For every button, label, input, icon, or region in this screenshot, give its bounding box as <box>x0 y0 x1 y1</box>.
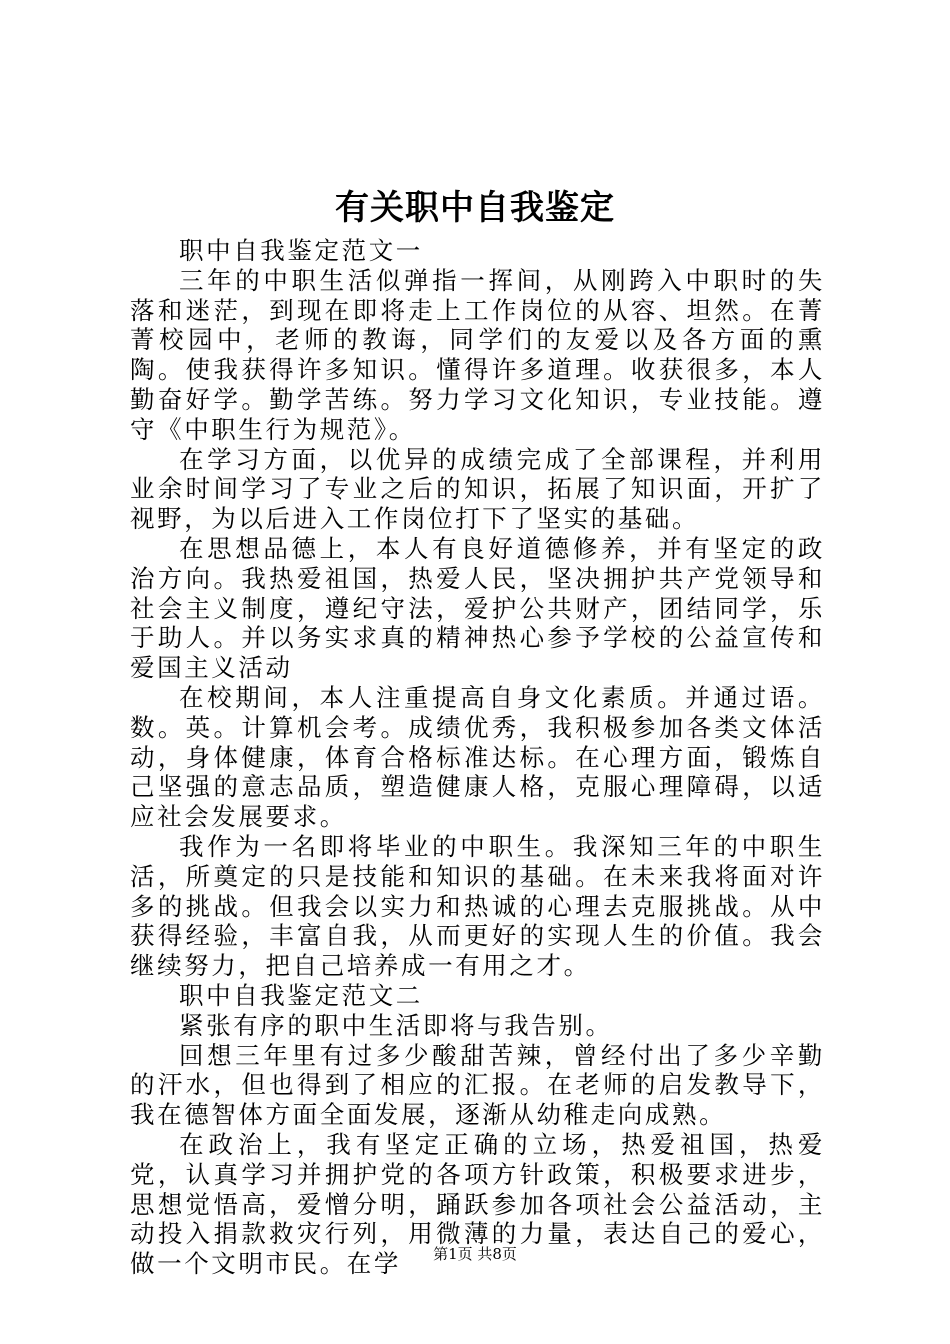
paragraph: 在学习方面，以优异的成绩完成了全部课程，并利用业余时间学习了专业之后的知识，拓展了知识面，开扩了视野，为以后进入工作岗位打下了坚实的基础。 <box>130 444 825 534</box>
section-heading: 职中自我鉴定范文一 <box>179 236 423 265</box>
section-heading: 职中自我鉴定范文二 <box>179 980 423 1010</box>
paragraph: 在政治上，我有坚定正确的立场，热爱祖国，热爱党，认真学习并拥护党的各项方针政策，积极要求进步，思想觉悟高，爱憎分明，踊跃参加各项社会公益活动，主动投入捐款救灾行列，用微薄的力量，表达自己的爱心，做一个文明市民。在学 <box>130 1129 825 1279</box>
paragraph: 紧张有序的职中生活即将与我告别。 <box>179 1010 613 1040</box>
paragraph: 回想三年里有过多少酸甜苦辣，曾经付出了多少辛勤的汗水，但也得到了相应的汇报。在老师的启发教导下，我在德智体方面全面发展，逐渐从幼稚走向成熟。 <box>130 1040 825 1130</box>
page-footer: 第1页 共8页 <box>433 1245 517 1263</box>
paragraph: 在校期间，本人注重提高自身文化素质。并通过语。数。英。计算机会考。成绩优秀，我积极参加各类文体活动，身体健康，体育合格标准达标。在心理方面，锻炼自己坚强的意志品质，塑造健康人格，克服心理障碍，以适应社会发展要求。 <box>130 682 825 832</box>
document-title: 有关职中自我鉴定 <box>335 188 615 228</box>
document-body <box>130 236 825 1279</box>
paragraph: 我作为一名即将毕业的中职生。我深知三年的中职生活，所奠定的只是技能和知识的基础。在未来我将面对许多的挑战。但我会以实力和热诚的心理去克服挑战。从中获得经验，丰富自我，从而更好的实现人生的价值。我会继续努力，把自己培养成一有用之才。 <box>130 831 825 981</box>
paragraph: 在思想品德上，本人有良好道德修养，并有坚定的政治方向。我热爱祖国，热爱人民，坚决拥护共产党领导和社会主义制度，遵纪守法，爱护公共财产，团结同学，乐于助人。并以务实求真的精神热心参予学校的公益宣传和爱国主义活动 <box>130 533 825 683</box>
paragraph: 三年的中职生活似弹指一挥间，从刚跨入中职时的失落和迷茫，到现在即将走上工作岗位的从容、坦然。在菁菁校园中，老师的教诲，同学们的友爱以及各方面的熏陶。使我获得许多知识。懂得许多道理。收获很多，本人勤奋好学。勤学苦练。努力学习文化知识，专业技能。遵守《中职生行为规范》。 <box>130 265 825 444</box>
